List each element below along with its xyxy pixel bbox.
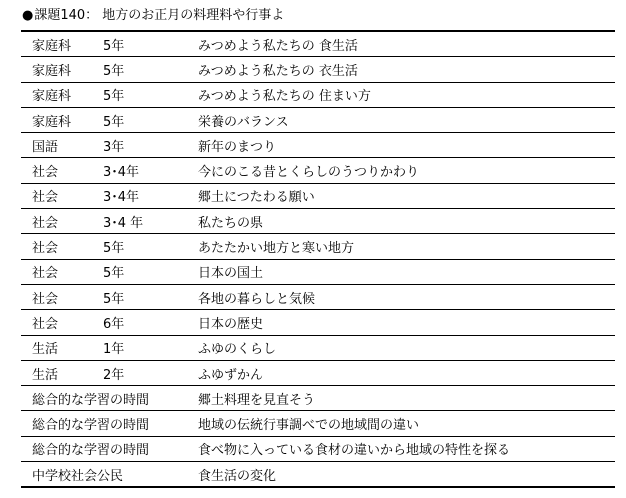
topic-cell: みつめよう私たちの 住まい方 — [187, 82, 615, 107]
subject-cell: 社会 — [21, 183, 92, 208]
topic-cell: 食べ物に入っている食材の違いから地域の特性を探る — [187, 436, 615, 461]
table-row — [21, 462, 615, 488]
grade-cell: 5年 — [92, 82, 187, 107]
grade-cell: 5年 — [92, 234, 187, 259]
topic-cell: 今にのこる昔とくらしのうつりかわり — [187, 158, 615, 183]
table-row — [21, 57, 615, 82]
subject-cell: 社会 — [21, 259, 92, 284]
topic-cell: 日本の歴史 — [187, 310, 615, 335]
table-row — [21, 259, 615, 284]
grade-cell: 5年 — [92, 57, 187, 82]
topic-cell: ふゆのくらし — [187, 335, 615, 360]
grade-cell: 3･4年 — [92, 183, 187, 208]
grade-cell: 1年 — [92, 335, 187, 360]
bullet-icon: ● — [22, 8, 34, 23]
grade-cell: 6年 — [92, 310, 187, 335]
grade-cell: 5年 — [92, 259, 187, 284]
subject-cell: 総合的な学習の時間 — [21, 411, 187, 436]
subject-cell: 社会 — [21, 158, 92, 183]
unit-table — [21, 30, 615, 488]
grade-cell: 3･4 年 — [92, 209, 187, 234]
table-row — [21, 158, 615, 183]
subject-cell: 社会 — [21, 310, 92, 335]
table-row — [21, 411, 615, 436]
subject-cell: 生活 — [21, 335, 92, 360]
grade-cell: 3･4年 — [92, 158, 187, 183]
topic-cell: 郷土につたわる願い — [187, 183, 615, 208]
subject-cell: 社会 — [21, 234, 92, 259]
topic-cell: みつめよう私たちの 食生活 — [187, 31, 615, 57]
table-row — [21, 82, 615, 107]
topic-cell: 郷土料理を見直そう — [187, 386, 615, 411]
topic-cell: 日本の国土 — [187, 259, 615, 284]
subject-cell: 家庭科 — [21, 31, 92, 57]
topic-cell: 栄養のバランス — [187, 107, 615, 132]
page-title — [22, 6, 284, 26]
topic-cell: 各地の暮らしと気候 — [187, 284, 615, 309]
grade-cell: 5年 — [92, 31, 187, 57]
table-row — [21, 183, 615, 208]
table-row — [21, 133, 615, 158]
grade-cell: 5年 — [92, 284, 187, 309]
topic-cell: みつめよう私たちの 衣生活 — [187, 57, 615, 82]
topic-cell: 私たちの県 — [187, 209, 615, 234]
grade-cell: 3年 — [92, 133, 187, 158]
subject-cell: 中学校社会公民 — [21, 462, 187, 488]
table-row — [21, 31, 615, 57]
table-row — [21, 335, 615, 360]
subject-cell: 家庭科 — [21, 82, 92, 107]
unit-table-body — [21, 31, 615, 487]
table-row — [21, 386, 615, 411]
grade-cell: 5年 — [92, 107, 187, 132]
page-title-text: 課題140： 地方のお正月の料理料や行事よ — [34, 8, 285, 23]
subject-cell: 総合的な学習の時間 — [21, 386, 187, 411]
table-row — [21, 209, 615, 234]
table-row — [21, 234, 615, 259]
subject-cell: 家庭科 — [21, 107, 92, 132]
subject-cell: 家庭科 — [21, 57, 92, 82]
table-row — [21, 310, 615, 335]
subject-cell: 生活 — [21, 360, 92, 385]
topic-cell: あたたかい地方と寒い地方 — [187, 234, 615, 259]
subject-cell: 社会 — [21, 209, 92, 234]
table-row — [21, 284, 615, 309]
table-row — [21, 107, 615, 132]
grade-cell: 2年 — [92, 360, 187, 385]
topic-cell: ふゆずかん — [187, 360, 615, 385]
topic-cell: 新年のまつり — [187, 133, 615, 158]
topic-cell: 地域の伝統行事調べでの地域間の違い — [187, 411, 615, 436]
table-row — [21, 360, 615, 385]
subject-cell: 社会 — [21, 284, 92, 309]
subject-cell: 国語 — [21, 133, 92, 158]
topic-cell: 食生活の変化 — [187, 462, 615, 488]
table-row — [21, 436, 615, 461]
subject-cell: 総合的な学習の時間 — [21, 436, 187, 461]
